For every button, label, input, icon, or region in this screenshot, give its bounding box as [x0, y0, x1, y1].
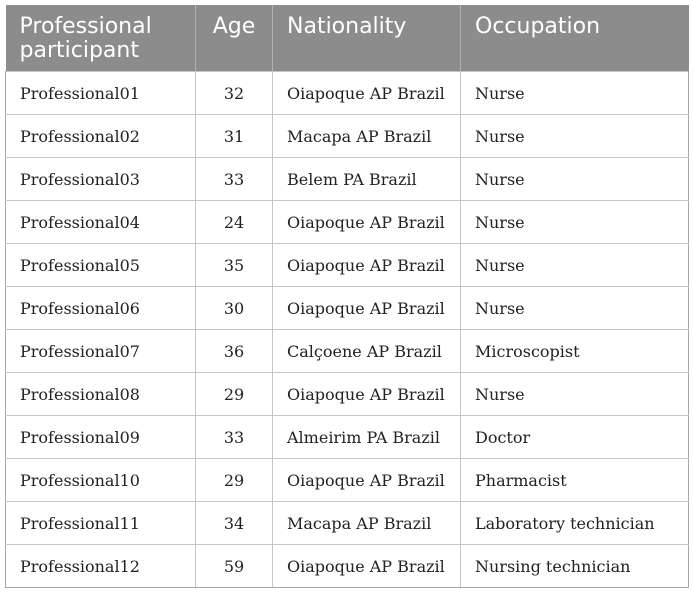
- cell-occupation: Nurse: [461, 115, 689, 158]
- cell-participant: Professional02: [6, 115, 196, 158]
- cell-age: 35: [196, 244, 273, 287]
- cell-age: 29: [196, 459, 273, 502]
- cell-occupation: Nurse: [461, 201, 689, 244]
- cell-nationality: Macapa AP Brazil: [273, 115, 461, 158]
- participants-table-container: [5, 5, 688, 588]
- cell-participant: Professional03: [6, 158, 196, 201]
- cell-nationality: Belem PA Brazil: [273, 158, 461, 201]
- cell-occupation: Nurse: [461, 158, 689, 201]
- header-occupation: Occupation: [461, 5, 689, 72]
- header-nationality: Nationality: [273, 5, 461, 72]
- cell-nationality: Calçoene AP Brazil: [273, 330, 461, 373]
- table-row: [6, 287, 689, 330]
- cell-nationality: Oiapoque AP Brazil: [273, 459, 461, 502]
- cell-age: 33: [196, 416, 273, 459]
- cell-participant: Professional05: [6, 244, 196, 287]
- cell-age: 32: [196, 72, 273, 115]
- table-row: [6, 545, 689, 588]
- cell-occupation: Nurse: [461, 373, 689, 416]
- header-participant: Professional participant: [6, 5, 196, 72]
- cell-age: 29: [196, 373, 273, 416]
- table-row: [6, 502, 689, 545]
- cell-nationality: Oiapoque AP Brazil: [273, 244, 461, 287]
- table-header: [6, 5, 689, 72]
- cell-occupation: Nurse: [461, 244, 689, 287]
- table-row: [6, 416, 689, 459]
- table-row: [6, 201, 689, 244]
- cell-participant: Professional11: [6, 502, 196, 545]
- cell-nationality: Oiapoque AP Brazil: [273, 201, 461, 244]
- cell-participant: Professional09: [6, 416, 196, 459]
- cell-occupation: Nurse: [461, 72, 689, 115]
- cell-participant: Professional08: [6, 373, 196, 416]
- cell-nationality: Almeirim PA Brazil: [273, 416, 461, 459]
- cell-nationality: Oiapoque AP Brazil: [273, 373, 461, 416]
- cell-age: 33: [196, 158, 273, 201]
- table-row: [6, 330, 689, 373]
- cell-age: 59: [196, 545, 273, 588]
- cell-age: 36: [196, 330, 273, 373]
- cell-occupation: Microscopist: [461, 330, 689, 373]
- participants-table: [5, 5, 689, 588]
- cell-age: 34: [196, 502, 273, 545]
- table-row: [6, 72, 689, 115]
- cell-occupation: Pharmacist: [461, 459, 689, 502]
- cell-age: 30: [196, 287, 273, 330]
- table-row: [6, 158, 689, 201]
- table-row: [6, 244, 689, 287]
- cell-nationality: Macapa AP Brazil: [273, 502, 461, 545]
- cell-occupation: Laboratory technician: [461, 502, 689, 545]
- header-age: Age: [196, 5, 273, 72]
- cell-age: 24: [196, 201, 273, 244]
- table-row: [6, 115, 689, 158]
- cell-occupation: Nursing technician: [461, 545, 689, 588]
- cell-participant: Professional10: [6, 459, 196, 502]
- cell-occupation: Doctor: [461, 416, 689, 459]
- cell-nationality: Oiapoque AP Brazil: [273, 72, 461, 115]
- table-row: [6, 373, 689, 416]
- cell-nationality: Oiapoque AP Brazil: [273, 545, 461, 588]
- header-row: [6, 5, 689, 72]
- cell-age: 31: [196, 115, 273, 158]
- cell-nationality: Oiapoque AP Brazil: [273, 287, 461, 330]
- cell-occupation: Nurse: [461, 287, 689, 330]
- cell-participant: Professional01: [6, 72, 196, 115]
- cell-participant: Professional06: [6, 287, 196, 330]
- table-body: [6, 72, 689, 588]
- table-row: [6, 459, 689, 502]
- cell-participant: Professional07: [6, 330, 196, 373]
- cell-participant: Professional12: [6, 545, 196, 588]
- cell-participant: Professional04: [6, 201, 196, 244]
